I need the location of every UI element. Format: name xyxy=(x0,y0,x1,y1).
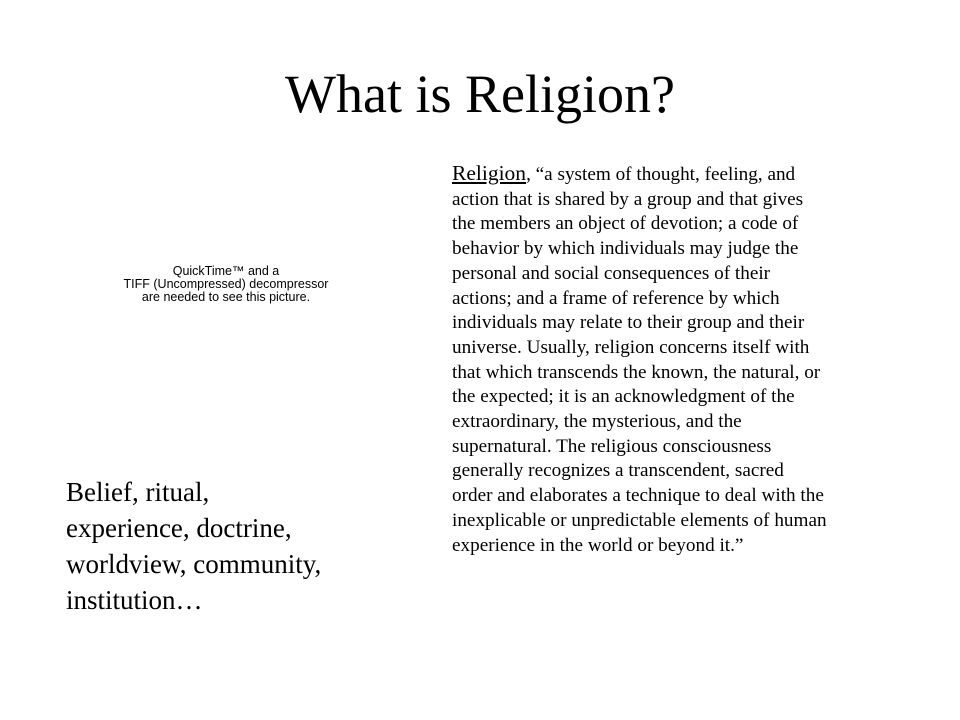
placeholder-line: TIFF (Uncompressed) decompressor xyxy=(123,277,329,291)
definition-line: experience in the world or beyond it.” xyxy=(452,534,744,556)
aspects-list xyxy=(66,474,386,618)
definition-line: the expected; it is an acknowledgment of the xyxy=(452,386,795,408)
image-placeholder xyxy=(102,265,350,304)
placeholder-line: QuickTime™ and a xyxy=(172,264,280,278)
placeholder-line: are needed to see this picture. xyxy=(141,290,311,304)
definition-line: extraordinary, the mysterious, and the xyxy=(452,411,742,433)
aspects-line: worldview, community, xyxy=(66,549,322,579)
aspects-line: institution… xyxy=(66,585,203,615)
religion-definition xyxy=(452,161,932,558)
definition-line: individuals may relate to their group and their xyxy=(452,312,805,334)
definition-line: actions; and a frame of reference by which xyxy=(452,287,780,309)
slide-title: What is Religion? xyxy=(285,64,675,124)
definition-line: inexplicable or unpredictable elements of human xyxy=(452,509,827,531)
definition-line: generally recognizes a transcendent, sacred xyxy=(452,460,784,482)
definition-first-line: , “a system of thought, feeling, and xyxy=(526,164,796,185)
definition-line xyxy=(452,161,932,188)
definition-term: Religion xyxy=(452,161,527,185)
definition-line: order and elaborates a technique to deal with the xyxy=(452,485,824,507)
definition-line: behavior by which individuals may judge the xyxy=(452,238,799,260)
aspects-line: Belief, ritual, xyxy=(66,477,210,507)
definition-line: that which transcends the known, the natural, or xyxy=(452,361,821,383)
definition-line: action that is shared by a group and that gives xyxy=(452,188,804,210)
definition-line: supernatural. The religious consciousness xyxy=(452,435,772,457)
definition-line: universe. Usually, religion concerns itself with xyxy=(452,336,810,358)
aspects-line: experience, doctrine, xyxy=(66,513,292,543)
definition-line: the members an object of devotion; a code of xyxy=(452,213,799,235)
definition-line: personal and social consequences of their xyxy=(452,262,771,284)
